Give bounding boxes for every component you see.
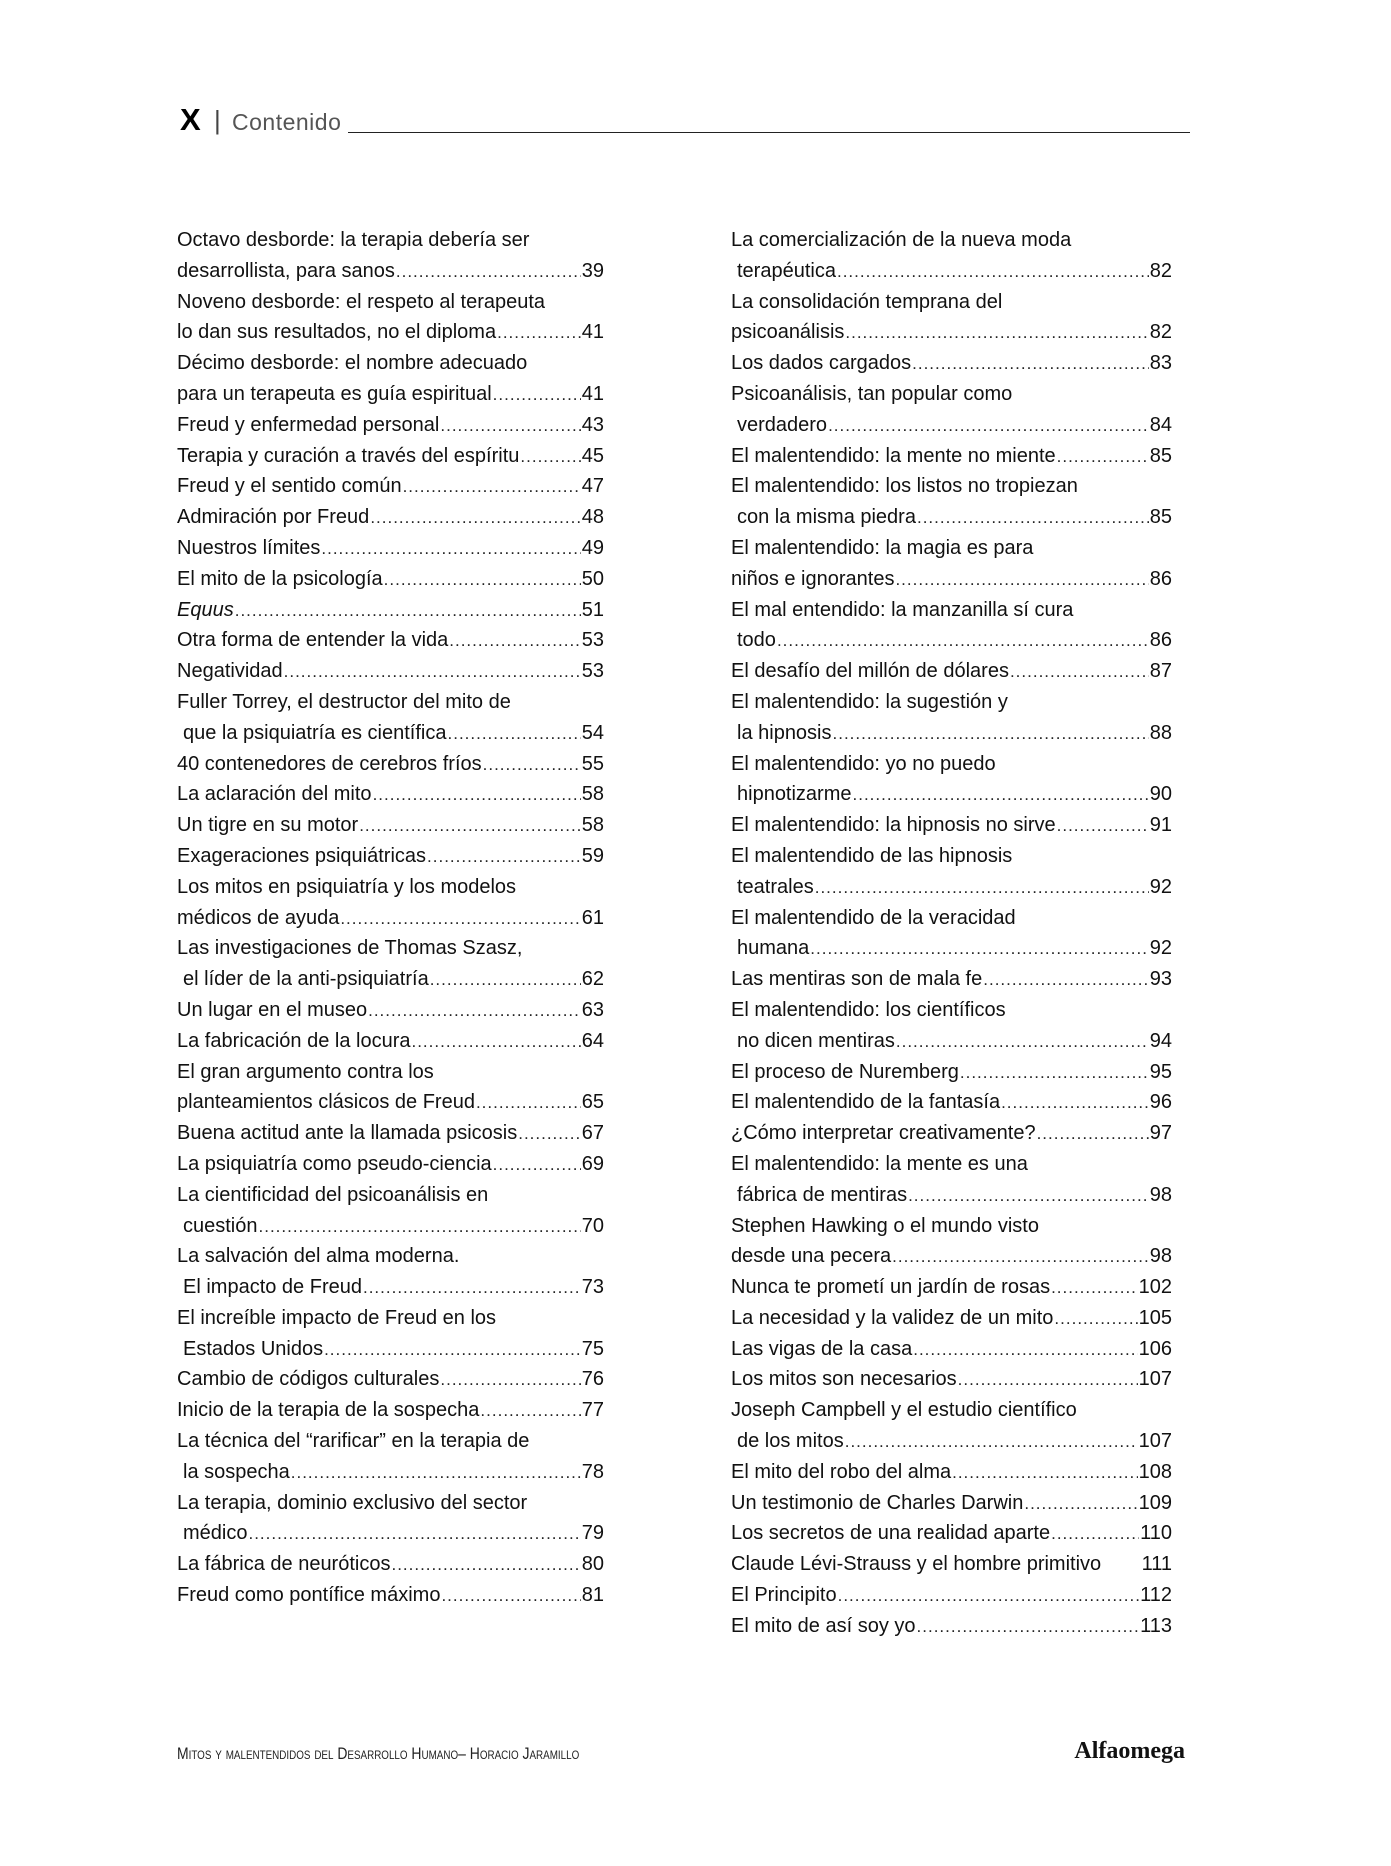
toc-entry bbox=[731, 1272, 1172, 1303]
toc-entry-title: Buena actitud ante la llamada psicosis bbox=[177, 1122, 518, 1145]
toc-entry bbox=[731, 1395, 1172, 1457]
toc-entry bbox=[731, 995, 1172, 1057]
toc-entry bbox=[177, 1549, 604, 1580]
dot-leader bbox=[411, 1027, 580, 1058]
toc-entry-title: El mito de la psicología bbox=[177, 567, 383, 590]
toc-entry-title: Nuestros límites bbox=[177, 536, 321, 559]
dot-leader bbox=[853, 780, 1149, 811]
toc-entry bbox=[731, 1087, 1172, 1118]
dot-leader bbox=[363, 1273, 581, 1304]
toc-page-number: 39 bbox=[581, 259, 604, 282]
toc-page-number: 95 bbox=[1149, 1060, 1172, 1083]
dot-leader bbox=[912, 349, 1149, 380]
toc-entry-title: Equus bbox=[177, 598, 234, 621]
toc-entry-title: El malentendido de la fantasía bbox=[731, 1091, 1001, 1114]
dot-leader bbox=[1010, 657, 1149, 688]
toc-entry-title: no dicen mentiras bbox=[737, 1029, 895, 1052]
dot-leader bbox=[259, 1212, 581, 1243]
dot-leader bbox=[845, 1427, 1138, 1458]
toc-entry-title: Un testimonio de Charles Darwin bbox=[731, 1491, 1024, 1514]
toc-entry-title: Las vigas de la casa bbox=[731, 1337, 913, 1360]
toc-entry bbox=[177, 933, 604, 995]
toc-entry-title: Los mitos en psiquiatría y los modelos bbox=[177, 875, 517, 898]
toc-page-number: 43 bbox=[581, 413, 604, 436]
dot-leader bbox=[913, 1335, 1137, 1366]
toc-entry bbox=[177, 502, 604, 533]
toc-entry bbox=[177, 1488, 604, 1550]
toc-page-number: 63 bbox=[581, 998, 604, 1021]
dot-leader bbox=[983, 965, 1149, 996]
toc-entry-title: La técnica del “rarificar” en la terapia de bbox=[177, 1430, 530, 1453]
toc-entry-title: la hipnosis bbox=[737, 721, 832, 744]
toc-entry-title: Exageraciones psiquiátricas bbox=[177, 844, 427, 867]
toc-entry bbox=[177, 1364, 604, 1395]
toc-entry-title: Freud y enfermedad personal bbox=[177, 413, 440, 436]
toc-page-number: 82 bbox=[1149, 259, 1172, 282]
toc-entry-title: El malentendido: los listos no tropiezan bbox=[731, 475, 1078, 498]
toc-entry-title: Fuller Torrey, el destructor del mito de bbox=[177, 690, 511, 713]
dot-leader bbox=[777, 626, 1149, 657]
dot-leader bbox=[384, 565, 581, 596]
dot-leader bbox=[441, 1581, 580, 1612]
toc-entry bbox=[731, 810, 1172, 841]
toc-page-number: 50 bbox=[581, 567, 604, 590]
toc-page-number: 106 bbox=[1138, 1337, 1172, 1360]
toc-entry-title: El mito del robo del alma bbox=[731, 1460, 952, 1483]
toc-page-number: 111 bbox=[1141, 1553, 1172, 1576]
toc-entry bbox=[731, 1549, 1172, 1580]
toc-entry-title: La cientificidad del psicoanálisis en bbox=[177, 1183, 489, 1206]
toc-page-number: 87 bbox=[1149, 660, 1172, 683]
toc-page-number: 61 bbox=[581, 906, 604, 929]
toc-page-number: 55 bbox=[581, 752, 604, 775]
toc-entry-title: El Principito bbox=[731, 1584, 837, 1607]
toc-entry bbox=[731, 1457, 1172, 1488]
toc-page-number: 75 bbox=[581, 1337, 604, 1360]
toc-entry bbox=[177, 1580, 604, 1611]
toc-entry bbox=[731, 1149, 1172, 1211]
toc-entry-title: Las investigaciones de Thomas Szasz, bbox=[177, 937, 523, 960]
toc-entry-title: El mito de así soy yo bbox=[731, 1614, 916, 1637]
dot-leader bbox=[1057, 811, 1149, 842]
toc-entry-title: La psiquiatría como pseudo-ciencia bbox=[177, 1152, 492, 1175]
toc-entry bbox=[177, 1057, 604, 1119]
toc-entry-title: El malentendido: la magia es para bbox=[731, 536, 1034, 559]
toc-entry-title: La comercialización de la nueva moda bbox=[731, 229, 1072, 251]
toc-entry-title: planteamientos clásicos de Freud bbox=[177, 1091, 475, 1114]
toc-entry-title: Octavo desborde: la terapia debería ser bbox=[177, 229, 530, 251]
toc-entry bbox=[177, 779, 604, 810]
toc-entry-title: Nunca te prometí un jardín de rosas bbox=[731, 1276, 1051, 1299]
toc-page-number: 91 bbox=[1149, 814, 1172, 837]
toc-entry-title: El malentendido de la veracidad bbox=[731, 906, 1016, 929]
dot-leader bbox=[448, 719, 581, 750]
toc-entry bbox=[177, 656, 604, 687]
footer-book-title: Mitos y malentendidos del Desarrollo Humano– Horacio Jaramillo bbox=[177, 1744, 580, 1763]
toc-entry bbox=[177, 1180, 604, 1242]
toc-entry-title: Noveno desborde: el respeto al terapeuta bbox=[177, 290, 546, 313]
toc-entry bbox=[731, 841, 1172, 903]
toc-page-number: 41 bbox=[581, 382, 604, 405]
toc-entry-title: Los secretos de una realidad aparte bbox=[731, 1522, 1051, 1545]
toc-entry-title: que la psiquiatría es científica bbox=[183, 721, 447, 744]
dot-leader bbox=[892, 1242, 1149, 1273]
toc-entry-title: desarrollista, para sanos bbox=[177, 259, 395, 282]
toc-page-number: 69 bbox=[581, 1152, 604, 1175]
toc-entry-title: La terapia, dominio exclusivo del sector bbox=[177, 1491, 528, 1514]
toc-entry bbox=[731, 1364, 1172, 1395]
dot-leader bbox=[370, 503, 580, 534]
toc-entry bbox=[731, 1303, 1172, 1334]
toc-entry-title: desde una pecera bbox=[731, 1245, 892, 1268]
toc-entry-title: El malentendido: la mente no miente bbox=[731, 444, 1056, 467]
toc-page-number: 86 bbox=[1149, 629, 1172, 652]
toc-entry bbox=[177, 687, 604, 749]
toc-entry-title: La salvación del alma moderna. bbox=[177, 1245, 460, 1268]
toc-entry-title: Admiración por Freud bbox=[177, 506, 370, 529]
publisher-logo: Alfaomega bbox=[1074, 1738, 1185, 1764]
toc-entry bbox=[731, 533, 1172, 595]
dot-leader bbox=[291, 1458, 581, 1489]
page-number: X bbox=[180, 102, 201, 137]
dot-leader bbox=[321, 534, 580, 565]
toc-entry-title: La aclaración del mito bbox=[177, 783, 372, 806]
toc-page-number: 51 bbox=[581, 598, 604, 621]
toc-entry-title: Los mitos son necesarios bbox=[731, 1368, 957, 1391]
toc-entry-title: El malentendido de las hipnosis bbox=[731, 844, 1013, 867]
section-title: Contenido bbox=[232, 109, 342, 135]
toc-page-number: 54 bbox=[581, 721, 604, 744]
toc-page-number: 53 bbox=[581, 660, 604, 683]
dot-leader bbox=[480, 1396, 580, 1427]
dot-leader bbox=[1051, 1273, 1138, 1304]
toc-entry bbox=[177, 1026, 604, 1057]
toc-entry bbox=[731, 471, 1172, 533]
toc-entry bbox=[731, 1488, 1172, 1519]
toc-entry-title: El gran argumento contra los bbox=[177, 1060, 434, 1083]
toc-entry-title: El increíble impacto de Freud en los bbox=[177, 1306, 497, 1329]
dot-leader bbox=[896, 1027, 1149, 1058]
dot-leader bbox=[497, 318, 581, 349]
dot-leader bbox=[518, 1119, 581, 1150]
toc-entry-title: Joseph Campbell y el estudio científico bbox=[731, 1399, 1077, 1422]
toc-entry bbox=[731, 656, 1172, 687]
toc-entry-title: La fábrica de neuróticos bbox=[177, 1553, 391, 1576]
toc-entry bbox=[177, 1241, 604, 1303]
toc-page-number: 58 bbox=[581, 783, 604, 806]
toc-entry bbox=[177, 810, 604, 841]
dot-leader bbox=[340, 904, 580, 935]
toc-page-number: 83 bbox=[1149, 352, 1172, 375]
toc-entry bbox=[731, 1518, 1172, 1549]
toc-page-number: 45 bbox=[581, 444, 604, 467]
toc-entry bbox=[177, 564, 604, 595]
toc-entry bbox=[177, 841, 604, 872]
toc-entry-title: El malentendido: los científicos bbox=[731, 998, 1006, 1021]
toc-entry bbox=[177, 1395, 604, 1426]
toc-entry bbox=[177, 749, 604, 780]
toc-page-number: 110 bbox=[1140, 1522, 1172, 1545]
dot-leader bbox=[1001, 1088, 1149, 1119]
toc-column-right bbox=[731, 225, 1172, 1642]
toc-entry bbox=[731, 441, 1172, 472]
header-separator: | bbox=[214, 105, 221, 135]
toc-entry bbox=[177, 1303, 604, 1365]
toc-entry-title: El mal entendido: la manzanilla sí cura bbox=[731, 598, 1074, 621]
toc-page-number: 78 bbox=[581, 1460, 604, 1483]
dot-leader bbox=[476, 1088, 581, 1119]
dot-leader bbox=[396, 257, 581, 288]
dot-leader bbox=[1054, 1304, 1137, 1335]
toc-entry bbox=[177, 225, 604, 287]
toc-page-number: 85 bbox=[1149, 444, 1172, 467]
toc-entry-title: todo bbox=[737, 629, 776, 652]
toc-entry-title: hipnotizarme bbox=[737, 783, 852, 806]
toc-entry-title: Un lugar en el museo bbox=[177, 998, 368, 1021]
toc-entry-title: El proceso de Nuremberg bbox=[731, 1060, 959, 1083]
toc-entry bbox=[177, 471, 604, 502]
toc-entry-title: teatrales bbox=[737, 875, 814, 898]
dot-leader bbox=[430, 965, 581, 996]
dot-leader bbox=[248, 1519, 580, 1550]
dot-leader bbox=[391, 1550, 580, 1581]
dot-leader bbox=[845, 318, 1148, 349]
toc-entry-title: Freud y el sentido común bbox=[177, 475, 402, 498]
dot-leader bbox=[833, 719, 1149, 750]
toc-entry-title: El malentendido: la mente es una bbox=[731, 1152, 1028, 1175]
toc-entry bbox=[177, 625, 604, 656]
toc-entry-title: médicos de ayuda bbox=[177, 906, 340, 929]
toc-page-number: 81 bbox=[581, 1584, 604, 1607]
toc-page-number: 59 bbox=[581, 844, 604, 867]
toc-entry-title: Los dados cargados bbox=[731, 352, 912, 375]
toc-page-number: 92 bbox=[1149, 937, 1172, 960]
dot-leader bbox=[368, 996, 581, 1027]
toc-page-number: 67 bbox=[581, 1122, 604, 1145]
toc-entry bbox=[731, 749, 1172, 811]
dot-leader bbox=[958, 1365, 1138, 1396]
dot-leader bbox=[895, 565, 1148, 596]
toc-entry-title: El malentendido: la hipnosis no sirve bbox=[731, 814, 1056, 837]
toc-entry-title: médico bbox=[183, 1522, 248, 1545]
toc-entry bbox=[177, 872, 604, 934]
toc-page-number: 65 bbox=[581, 1091, 604, 1114]
dot-leader bbox=[917, 503, 1149, 534]
dot-leader bbox=[1024, 1489, 1137, 1520]
toc-page-number: 82 bbox=[1149, 321, 1172, 344]
toc-entry bbox=[731, 1611, 1172, 1642]
toc-page-number: 113 bbox=[1140, 1614, 1172, 1637]
toc-entry-title: psicoanálisis bbox=[731, 321, 845, 344]
toc-entry-title: La necesidad y la validez de un mito bbox=[731, 1306, 1054, 1329]
dot-leader bbox=[284, 657, 581, 688]
toc-entry-title: de los mitos bbox=[737, 1430, 844, 1453]
toc-entry bbox=[177, 287, 604, 349]
toc-entry bbox=[731, 348, 1172, 379]
toc-entry-title: Terapia y curación a través del espíritu bbox=[177, 444, 520, 467]
toc-entry bbox=[177, 533, 604, 564]
toc-page-number: 97 bbox=[1149, 1122, 1172, 1145]
toc-entry-title: Claude Lévi-Strauss y el hombre primitivo bbox=[731, 1553, 1102, 1576]
dot-leader bbox=[815, 873, 1149, 904]
toc-page-number: 53 bbox=[581, 629, 604, 652]
toc-page-number: 73 bbox=[581, 1276, 604, 1299]
toc-entry-title: Otra forma de entender la vida bbox=[177, 629, 449, 652]
toc-page-number: 84 bbox=[1149, 413, 1172, 436]
toc-page-number: 62 bbox=[581, 968, 604, 991]
toc-entry-title: para un terapeuta es guía espiritual bbox=[177, 382, 492, 405]
dot-leader bbox=[1057, 442, 1149, 473]
toc-page-number: 98 bbox=[1149, 1245, 1172, 1268]
toc-page-number: 107 bbox=[1138, 1430, 1172, 1453]
toc-page-number: 70 bbox=[581, 1214, 604, 1237]
dot-leader bbox=[952, 1458, 1138, 1489]
toc-page-number: 109 bbox=[1138, 1491, 1172, 1514]
toc-page-number: 102 bbox=[1138, 1276, 1172, 1299]
toc-entry-title: ¿Cómo interpretar creativamente? bbox=[731, 1122, 1036, 1145]
dot-leader bbox=[324, 1335, 581, 1366]
toc-entry bbox=[177, 595, 604, 626]
toc-page-number: 107 bbox=[1138, 1368, 1172, 1391]
toc-entry-title: lo dan sus resultados, no el diploma bbox=[177, 321, 497, 344]
toc-entry-title: Freud como pontífice máximo bbox=[177, 1584, 441, 1607]
dot-leader bbox=[1037, 1119, 1149, 1150]
toc-entry bbox=[731, 964, 1172, 995]
toc-page-number: 108 bbox=[1138, 1460, 1172, 1483]
page-header bbox=[180, 100, 1190, 140]
page-footer bbox=[177, 1738, 1185, 1772]
dot-leader bbox=[1051, 1519, 1139, 1550]
toc-page-number: 93 bbox=[1149, 968, 1172, 991]
toc-entry-title: Stephen Hawking o el mundo visto bbox=[731, 1214, 1039, 1237]
dot-leader bbox=[810, 934, 1148, 965]
toc-entry bbox=[177, 348, 604, 410]
toc-entry-title: El impacto de Freud bbox=[183, 1276, 362, 1299]
toc-page-number: 90 bbox=[1149, 783, 1172, 806]
dot-leader bbox=[828, 411, 1149, 442]
dot-leader bbox=[520, 442, 580, 473]
toc-entry bbox=[177, 995, 604, 1026]
toc-entry-title: 40 contenedores de cerebros fríos bbox=[177, 752, 482, 775]
toc-page-number: 92 bbox=[1149, 875, 1172, 898]
toc-entry-title: niños e ignorantes bbox=[731, 567, 895, 590]
toc-page-number: 49 bbox=[581, 536, 604, 559]
toc-entry bbox=[731, 1334, 1172, 1365]
toc-entry-title: La fabricación de la locura bbox=[177, 1029, 411, 1052]
toc-page-number: 98 bbox=[1149, 1183, 1172, 1206]
toc-entry bbox=[731, 687, 1172, 749]
toc-entry bbox=[731, 379, 1172, 441]
toc-entry-title: verdadero bbox=[737, 413, 828, 436]
dot-leader bbox=[373, 780, 581, 811]
toc-page-number: 47 bbox=[581, 475, 604, 498]
toc-page-number: 85 bbox=[1149, 506, 1172, 529]
toc-entry-title: terapéutica bbox=[737, 259, 836, 282]
toc-page-number: 64 bbox=[581, 1029, 604, 1052]
dot-leader bbox=[908, 1181, 1149, 1212]
toc-entry-title: Negatividad bbox=[177, 660, 283, 683]
dot-leader bbox=[837, 257, 1149, 288]
toc-entry-title: la sospecha bbox=[183, 1460, 290, 1483]
dot-leader bbox=[427, 842, 581, 873]
toc-entry bbox=[731, 595, 1172, 657]
toc-entry-title: El malentendido: yo no puedo bbox=[731, 752, 996, 775]
toc-entry bbox=[731, 1211, 1172, 1273]
toc-entry bbox=[177, 410, 604, 441]
toc-entry bbox=[731, 225, 1172, 287]
toc-page-number: 80 bbox=[581, 1553, 604, 1576]
toc-entry-title: Inicio de la terapia de la sospecha bbox=[177, 1399, 480, 1422]
toc-page-number: 86 bbox=[1149, 567, 1172, 590]
dot-leader bbox=[917, 1612, 1140, 1643]
toc-entry-title: Cambio de códigos culturales bbox=[177, 1368, 440, 1391]
toc-entry-title: con la misma piedra bbox=[737, 506, 916, 529]
toc-entry bbox=[731, 1057, 1172, 1088]
toc-column-left bbox=[177, 225, 604, 1611]
toc-entry-title: humana bbox=[737, 937, 810, 960]
toc-page-number: 79 bbox=[581, 1522, 604, 1545]
dot-leader bbox=[838, 1581, 1140, 1612]
toc-page-number: 96 bbox=[1149, 1091, 1172, 1114]
toc-entry bbox=[731, 1580, 1172, 1611]
dot-leader bbox=[960, 1058, 1149, 1089]
toc-entry-title: La consolidación temprana del bbox=[731, 290, 1003, 313]
dot-leader bbox=[493, 380, 581, 411]
toc-page-number: 41 bbox=[581, 321, 604, 344]
dot-leader bbox=[359, 811, 581, 842]
toc-page-number: 77 bbox=[581, 1399, 604, 1422]
toc-entry-title: El malentendido: la sugestión y bbox=[731, 690, 1008, 713]
toc-page-number: 58 bbox=[581, 814, 604, 837]
header-rule bbox=[348, 132, 1190, 133]
toc-entry-title: Las mentiras son de mala fe bbox=[731, 968, 983, 991]
toc-entry bbox=[731, 1118, 1172, 1149]
toc-page-number: 94 bbox=[1149, 1029, 1172, 1052]
dot-leader bbox=[440, 411, 580, 442]
toc-entry-title: Décimo desborde: el nombre adecuado bbox=[177, 352, 528, 375]
dot-leader bbox=[449, 626, 580, 657]
toc-page-number: 48 bbox=[581, 506, 604, 529]
toc-entry bbox=[177, 1149, 604, 1180]
toc-entry bbox=[177, 1118, 604, 1149]
toc-entry-title: El desafío del millón de dólares bbox=[731, 660, 1009, 683]
dot-leader bbox=[483, 750, 581, 781]
toc-page-number: 112 bbox=[1140, 1584, 1172, 1607]
toc-entry bbox=[177, 441, 604, 472]
dot-leader bbox=[440, 1365, 580, 1396]
dot-leader bbox=[493, 1150, 581, 1181]
toc-entry-title: Estados Unidos bbox=[183, 1337, 324, 1360]
toc-page-number: 88 bbox=[1149, 721, 1172, 744]
dot-leader bbox=[403, 472, 581, 503]
toc-entry-title: el líder de la anti-psiquiatría bbox=[183, 968, 429, 991]
toc-page-number: 76 bbox=[581, 1368, 604, 1391]
dot-leader bbox=[235, 596, 581, 627]
toc-entry-title: fábrica de mentiras bbox=[737, 1183, 908, 1206]
toc-entry-title: cuestión bbox=[183, 1214, 258, 1237]
toc-entry bbox=[731, 903, 1172, 965]
toc-entry-title: Un tigre en su motor bbox=[177, 814, 359, 837]
toc-entry bbox=[177, 1426, 604, 1488]
toc-entry-title: Psicoanálisis, tan popular como bbox=[731, 382, 1013, 405]
toc-entry bbox=[731, 287, 1172, 349]
toc-page-number: 105 bbox=[1138, 1306, 1172, 1329]
